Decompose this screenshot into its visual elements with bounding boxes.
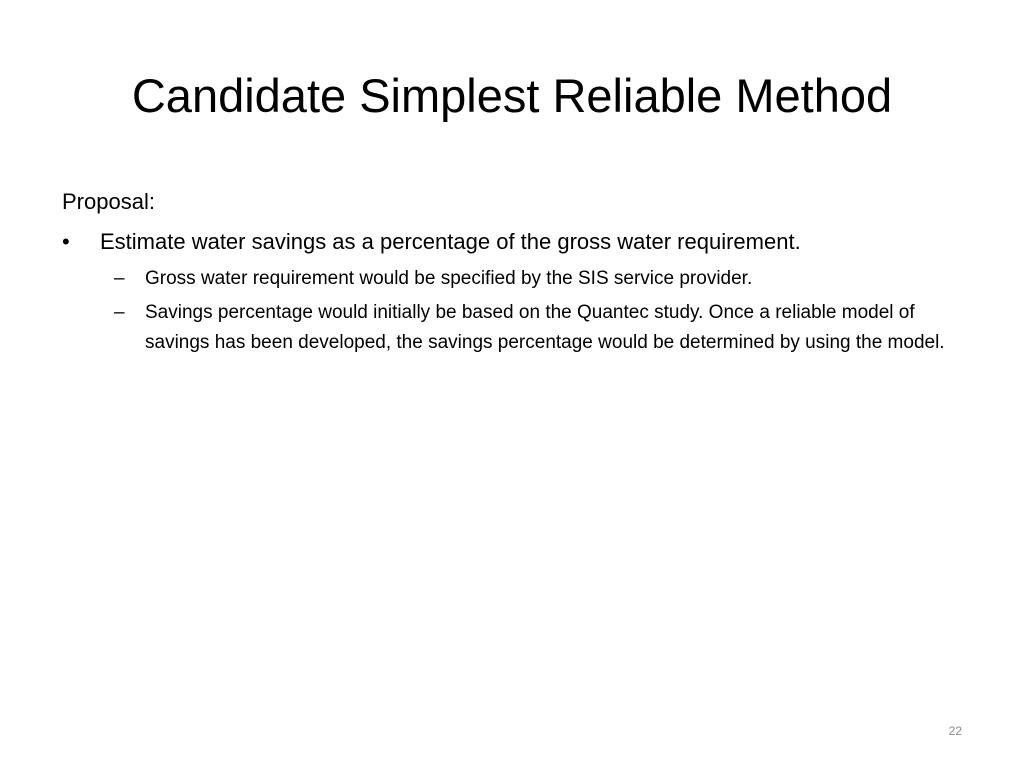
subbullet-text: Savings percentage would initially be based on the Quantec study. Once a reliable model of savings has been developed, the savings percentage would be determined by using the model. (145, 302, 945, 353)
subbullet-list (114, 264, 962, 358)
page-number: 22 (948, 724, 962, 738)
bullet-item (62, 226, 962, 258)
subbullet-item (114, 264, 962, 294)
subbullet-marker: – (114, 268, 125, 289)
subbullet-text: Gross water requirement would be specified by the SIS service provider. (145, 268, 753, 289)
bullet-text: Estimate water savings as a percentage of the gross water requirement. (100, 229, 801, 254)
subbullet-item (114, 298, 962, 358)
proposal-label: Proposal: (62, 189, 155, 214)
slide-title: Candidate Simplest Reliable Method (131, 69, 893, 122)
bullet-marker: • (62, 229, 70, 254)
subbullet-marker: – (114, 302, 125, 323)
slide-body (62, 186, 962, 358)
